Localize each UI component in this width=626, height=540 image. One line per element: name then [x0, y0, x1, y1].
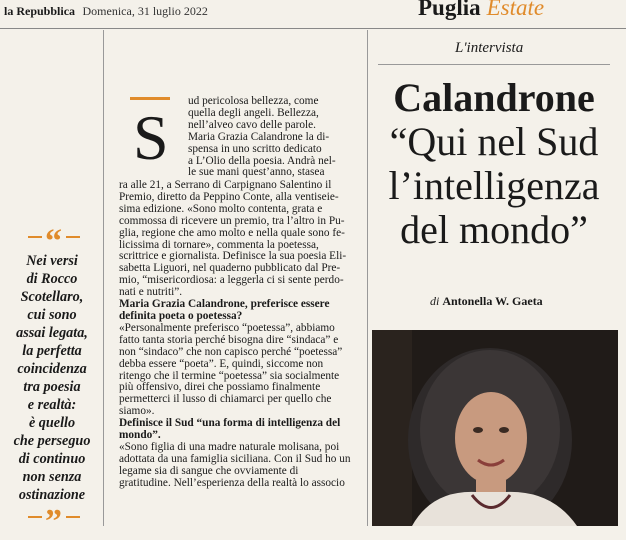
headline [372, 76, 616, 252]
pull-quote-line: è quello [28, 415, 76, 431]
column-divider-left [103, 30, 104, 526]
interview-answer: permetterci il lusso di chiamarci per quello che [119, 393, 332, 406]
article-line: glia, regione che amo molto e nella quale sono fe- [119, 226, 345, 239]
pull-quote-line: e realtà: [27, 397, 77, 413]
article-body [119, 180, 351, 490]
interview-answer: gratitudine. Nell’esperienza della realtà lo associo [119, 476, 345, 489]
interview-question: Maria Grazia Calandrone, preferisce essere [119, 298, 330, 311]
issue-date: Domenica, 31 luglio 2022 [82, 4, 208, 18]
pull-quote-line: la perfetta [22, 343, 82, 359]
article-line: nell’alveo cavo delle parole. [188, 118, 316, 131]
article-line: sima edizione. «Sono molto contenta, grata e [119, 202, 323, 215]
article-line: Maria Grazia Calandrone la di- [188, 130, 330, 143]
headline-quote-line: l’intelligenza [388, 163, 600, 208]
article-line: nati e nutriti”. [119, 286, 183, 299]
quote-dash-right [66, 236, 80, 238]
interview-answer: non “sindaco” che non capisco perché “poetessa” [119, 345, 343, 358]
article-line: sabetta Liguori, nel quaderno pubblicato dal Pre- [119, 262, 341, 275]
interview-question: Definisce il Sud “una forma di intelligenza del [119, 417, 341, 430]
pull-quote-line: Scotellaro, [20, 289, 84, 305]
headline-quote-line: “Qui nel Sud [389, 119, 599, 164]
kicker: L'intervista [455, 40, 524, 56]
newspaper-brand: la Repubblica [4, 4, 76, 18]
pull-quote-line: di continuo [18, 451, 86, 467]
close-quote-icon: ” [45, 503, 62, 540]
interview-answer: legame sia di sangue che ovviamente di [119, 464, 299, 477]
pull-quote-line: non senza [22, 469, 82, 485]
article-line: Premio, diretto da Peppino Conte, alla ventiseie- [119, 190, 339, 203]
header-rule [0, 28, 626, 29]
interview-answer: «Sono figlia di una madre naturale molisana, poi [119, 440, 340, 453]
pull-quote-line: ostinazione [18, 487, 86, 503]
interview-answer: più offensivo, direi che possiamo finalmente [119, 381, 321, 394]
page-header-left [4, 4, 208, 19]
article-accent-bar [130, 97, 170, 100]
article-line: spensa in uno scritto dedicato [188, 142, 322, 155]
article-line: quella degli angeli. Bellezza, [188, 106, 319, 119]
pull-quote-line: tra poesia [23, 379, 81, 395]
kicker-rule [378, 64, 610, 65]
interview-answer: «Personalmente preferisco “poetessa”, abbiamo [119, 321, 335, 334]
pull-quote-line: Nei versi [26, 253, 78, 269]
interview-answer: adottata da una famiglia siciliana. Con il Sud ho un [119, 452, 351, 465]
pull-quote-line: assai legata, [16, 325, 88, 341]
byline [430, 294, 543, 309]
article-line: commossa di ricevere un premio, tra l’altro in Pu- [119, 214, 345, 227]
quote-dash-left-bottom [28, 516, 42, 518]
pull-quote [6, 252, 98, 504]
article-line: a L’Olio della poesia. Andrà nel- [188, 154, 336, 167]
drop-cap: S [133, 102, 169, 173]
author-portrait-photo [372, 330, 618, 526]
article-line: ra alle 21, a Serrano di Carpignano Salentino il [119, 179, 332, 191]
open-quote-icon: “ [45, 223, 62, 260]
interview-answer: siamo». [119, 405, 155, 418]
pull-quote-line: di Rocco [26, 271, 78, 287]
interview-answer: ritengo che il termine “poetessa” sia socialmente [119, 369, 340, 382]
portrait-illustration [372, 330, 618, 526]
pull-quote-line: che perseguo [13, 433, 91, 449]
byline-prefix: di [430, 294, 440, 308]
pull-quote-line: cui sono [27, 307, 77, 323]
interview-answer: fatto tanta storia perché bisogna dire “sindaca” e [119, 333, 339, 346]
interview-answer: debba essere “poeta”. E, quindi, siccome non [119, 357, 324, 370]
headline-name: Calandrone [393, 75, 595, 120]
quote-dash-right-bottom [66, 516, 80, 518]
article-line: mio, “misericordiosa: a leggerla ci si sente perdo- [119, 274, 344, 287]
column-divider-right [367, 30, 368, 526]
pull-quote-line: coincidenza [17, 361, 87, 377]
article-line: scrittrice e giornalista. Definisce la sua poesia Eli- [119, 250, 347, 263]
article-line: licissima di tornare», commenta la poetessa, [119, 238, 319, 251]
byline-author: Antonella W. Gaeta [442, 294, 543, 308]
section-title [418, 0, 544, 21]
interview-question: definita poeta o poetessa? [119, 309, 243, 322]
article-body-intro [188, 96, 336, 179]
headline-quote-line: del mondo” [400, 207, 588, 252]
interview-question: mondo”. [119, 429, 161, 442]
article-line: le sue mani quest’anno, staseа [188, 166, 325, 179]
article-line: ud pericolosa bellezza, come [188, 95, 319, 107]
quote-dash-left [28, 236, 42, 238]
section-title-accent: Estate [486, 0, 545, 20]
section-title-main: Puglia [418, 0, 481, 20]
